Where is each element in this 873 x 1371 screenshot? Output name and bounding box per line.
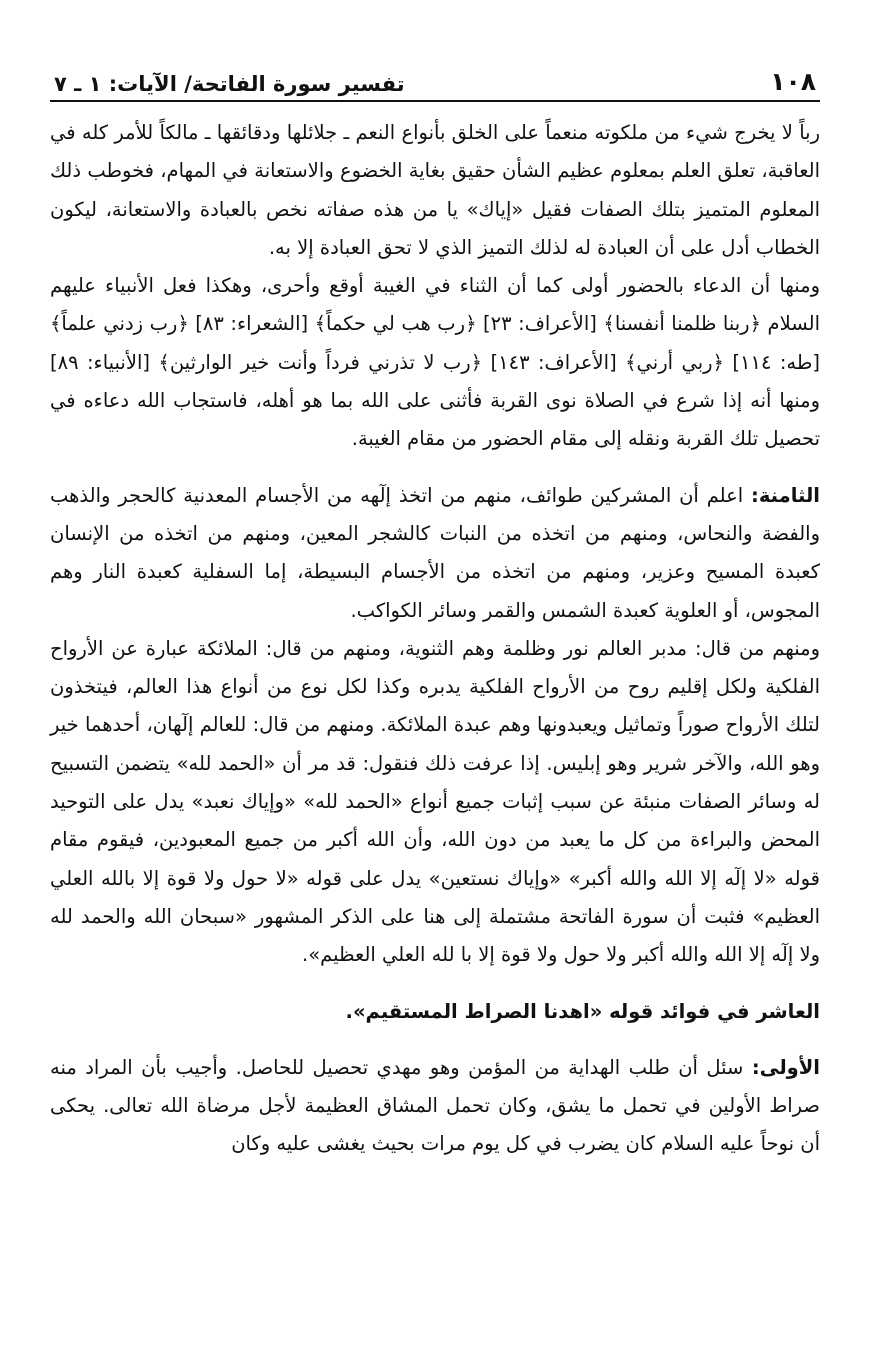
- page-body: [50, 114, 820, 1164]
- section-heading: العاشر في فوائد قوله «اهدنا الصراط المستقيم».: [345, 999, 820, 1023]
- running-title: تفسير سورة الفاتحة/ الآيات: ١ ـ ٧: [54, 72, 405, 96]
- paragraph-lead: الأولى:: [751, 1055, 820, 1079]
- paragraph-text: رباً لا يخرج شيء من ملكوته منعماً على الخلق بأنواع النعم ـ جلائلها ودقائقها ـ مالكاً للأمر كله في العاقبة، تعلق العلم بمعلوم عظيم الشأن حقيق بغاية الخضوع والاستعانة في المهام، فخوطب ذلك المعلوم المتميز بتلك الصفات فقيل «إياك» يا من هذه صفاته نخص بالعبادة والاستعانة، ليكون الخطاب أدل على أن العبادة له لذلك التميز الذي لا تحق العبادة إلا به.: [50, 121, 820, 259]
- paragraph-text: سئل أن طلب الهداية من المؤمن وهو مهدي تحصيل للحاصل. وأجيب بأن المراد منه صراط الأولين في تحمل ما يشق، وكان تحمل المشاق العظيمة لأجل مرضاة الله تعالى. يحكى أن نوحاً عليه السلام كان يضرب في كل يوم مرات بحيث يغشى عليه وكان: [50, 1055, 820, 1156]
- paragraph-text: اعلم أن المشركين طوائف، منهم من اتخذ إلٓهه من الأجسام المعدنية كالحجر والذهب والفضة والنحاس، ومنهم من اتخذه من النبات كالشجر المعين، ومنهم من اتخذه من الإنسان كعبدة المسيح وعزير، ومنهم من اتخذه من الأجسام البسيطة، إما السفلية كعبدة النار وهم المجوس، أو العلوية كعبدة الشمس والقمر وسائر الكواكب.: [50, 483, 820, 622]
- paragraph-text: ومنهم من قال: مدبر العالم نور وظلمة وهم الثنوية، ومنهم من قال: الملائكة عبارة عن الأرواح الفلكية ولكل إقليم روح من الأرواح الفلكية يدبره وكذا لكل نوع من أنواع هذا العالم، فيتخذون لتلك الأرواح صوراً وتماثيل ويعبدونها وهم عبدة الملائكة. ومنهم من قال: للعالم إلٓهان، أحدهما خير وهو الله، والآخر شرير وهو إبليس. إذا عرفت ذلك فنقول: قد مر أن «الحمد لله» يتضمن التسبيح له وسائر الصفات منبئة عن سبب إثبات جميع أنواع «الحمد لله» «وإياك نعبد» يدل على التوحيد المحض والبراءة من كل ما يعبد من دون الله، وأن الله أكبر من جميع المعبودين، فيقوم مقام قوله «لا إلٓه إلا الله والله أكبر» «وإياك نستعين» يدل على قوله «لا حول ولا قوة إلا بالله العلي العظيم» فثبت أن سورة الفاتحة مشتملة إلى هنا على الذكر المشهور «سبحان الله والحمد لله ولا إلٓه إلا الله والله أكبر ولا حول ولا قوة إلا با لله العلي العظيم».: [50, 636, 820, 967]
- paragraph-eighth: [50, 477, 820, 630]
- page-number: ١٠٨: [770, 67, 816, 96]
- paragraph-lead: الثامنة:: [751, 483, 820, 507]
- paragraph: [50, 267, 820, 458]
- paragraph-text: ومنها أن الدعاء بالحضور أولى كما أن الثناء في الغيبة أوقع وأحرى، وهكذا فعل الأنبياء عليهم السلام ﴿ربنا ظلمنا أنفسنا﴾ [الأعراف: ٢٣] ﴿رب هب لي حكماً﴾ [الشعراء: ٨٣] ﴿رب زدني علماً﴾ [طه: ١١٤] ﴿ربي أرني﴾ [الأعراف: ١٤٣] ﴿رب لا تذرني فرداً وأنت خير الوارثين﴾ [الأنبياء: ٨٩] ومنها أنه إذا شرع في الصلاة نوى القربة فأثنى على الله بما هو أهله، فاستجاب الله دعاءه في تحصيل تلك القربة ونقله إلى مقام الحضور من مقام الغيبة.: [50, 274, 821, 451]
- paragraph: [50, 114, 820, 267]
- book-page: [50, 62, 820, 1164]
- page-header: [50, 62, 820, 102]
- paragraph-first: [50, 1049, 820, 1164]
- paragraph: [50, 630, 820, 975]
